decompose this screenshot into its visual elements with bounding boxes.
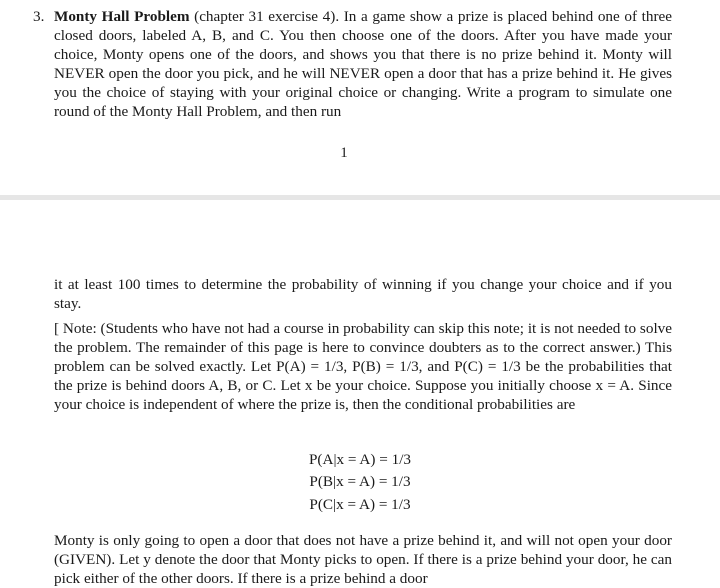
equation-1: P(A|x = A) = 1/3 [308,451,412,468]
page-1 [0,0,720,195]
equation-3: P(C|x = A) = 1/3 [309,496,411,513]
problem-statement [54,7,672,121]
page-number: 1 [340,145,348,161]
problem-title: Monty Hall Problem [54,8,190,25]
continuation-paragraph: it at least 100 times to determine the probability of winning if you change your choice and if you stay. [54,276,672,312]
equation-2: P(B|x = A) = 1/3 [309,473,411,490]
problem-text: (chapter 31 exercise 4). In a game show a prize is placed behind one of three closed doors, labeled A, B, and C. You then choose one of the doors. After you have made your choice, Monty opens one of the doors, and shows you that there is no prize behind it. Monty will NEVER open the door you pick, and he will NEVER open a door that has a prize behind it. He gives you the choice of staying with your original choice or changing. Write a program to simulate one round of the Monty Hall Problem, and then run [54,8,672,120]
problem-number: 3. [33,8,45,25]
note-paragraph: [ Note: (Students who have not had a course in probability can skip this note; it is not needed to solve the problem. The remainder of this page is here to convince doubters as to the correct answer.) This problem can be solved exactly. Let P(A) = 1/3, P(B) = 1/3, and P(C) = 1/3 be the probabilities that the prize is behind doors A, B, or C. Let x be your choice. Suppose you initially choose x = A. Since your choice is independent of where the prize is, then the conditional probabilities are [54,320,672,413]
page-2 [0,200,720,587]
closing-paragraph: Monty is only going to open a door that does not have a prize behind it, and will not open your door (GIVEN). Let y denote the door that Monty picks to open. If there is a prize behind your door, he can pick either of the other doors. If there is a prize behind a door [54,532,672,587]
